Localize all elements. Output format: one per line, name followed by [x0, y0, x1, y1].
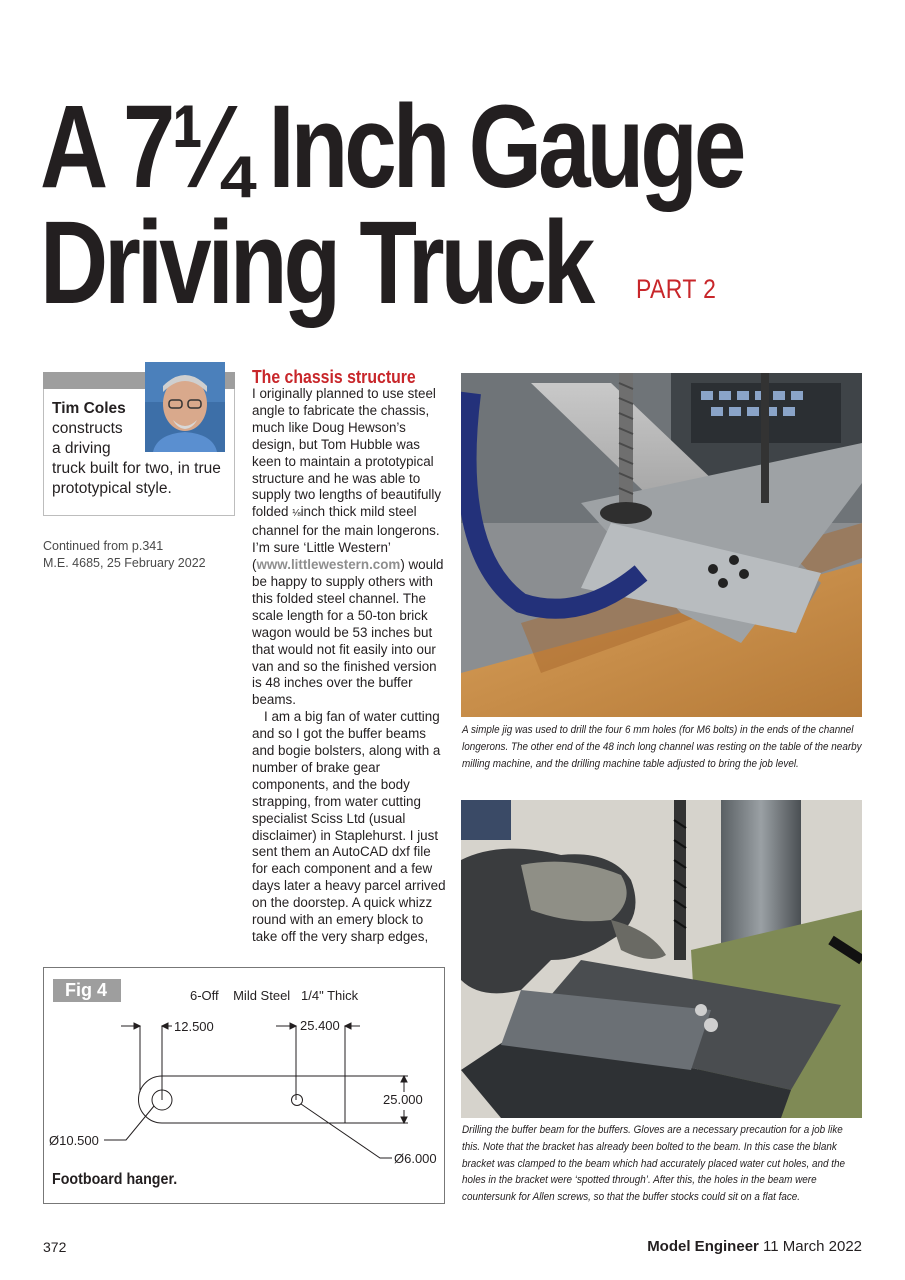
paragraph-1-text-a: I originally planned to use steel angle to fabricate the chassis, much like Doug Hewson’s design, but Tom Hubble was keen to maintain a prototypical structure and he was able to supply two lengths of beautifully folded — [252, 386, 442, 520]
author-text-2: a driving — [52, 440, 111, 457]
paragraph-1-text-c: ) would be happy to supply others with this folded steel channel. The scale length for a 50-ton brick wagon would be 53 inches but that would not fit easily into our van and so the finished version is 48 inches over the buffer beams. — [252, 557, 444, 708]
author-name: Tim Coles — [52, 400, 126, 417]
diameter-large: Ø10.500 — [49, 1133, 99, 1148]
paragraph-1-text-b: inch thick mild steel channel for the main longerons. I’m sure ‘Little Western’ ( — [252, 504, 440, 573]
author-text-3: truck built for two, in true — [52, 460, 221, 477]
website-link[interactable]: www.littlewestern.com — [256, 557, 401, 573]
figure-label: Fig 4 — [53, 979, 121, 1002]
magazine-name: Model Engineer — [647, 1238, 759, 1255]
part-label: PART 2 — [636, 274, 717, 304]
dimension-left: 12.500 — [174, 1019, 214, 1034]
photo-1-caption: A simple jig was used to drill the four 6 mm holes (for M6 bolts) in the ends of the channel longerons. The other end of the 48 inch long channel was resting on the table of the nearby milling machine, and the drilling machine table adjusted to bring the job level. — [462, 724, 862, 770]
author-text-1: constructs — [52, 420, 123, 437]
section-heading: The chassis structure — [252, 367, 416, 387]
dimension-middle: 25.400 — [300, 1018, 340, 1033]
photo-2-caption: Drilling the buffer beam for the buffers. Gloves are a necessary precaution for a job like this. Note that the bracket has already been bolted to the beam. In this case the blank bracket was clamped to the beam which had accurately placed water cut holes, and the holes in the bracket were ‘spotted through’. After this, the holes in the beam were countersunk for Allen screws, so that the buffer stocks could sit on a flat face. — [462, 1124, 846, 1204]
title-line-1: A 7¼ Inch Gauge — [40, 81, 743, 213]
previous-issue: M.E. 4685, 25 February 2022 — [43, 556, 206, 570]
fraction-eighth: ⅛ — [292, 508, 301, 520]
title-line-2: Driving Truck — [40, 197, 592, 329]
diameter-small: Ø6.000 — [394, 1151, 437, 1166]
issue-date: 11 March 2022 — [763, 1238, 862, 1255]
dimension-height: 25.000 — [383, 1092, 423, 1107]
author-text-4: prototypical style. — [52, 480, 172, 497]
paragraph-2: I am a big fan of water cutting and so I got the buffer beams and bogie bolsters, along with a number of brake gear components, and the body strapping, from water cutting specialist Sciss Ltd (usual disclaimer) in Staplehurst. I just sent them an AutoCAD dxf file for each component and a few days later a heavy parcel arrived on the doorstep. A quick whizz round with an emery block to take off the very sharp edges, — [252, 709, 446, 944]
footer-masthead — [647, 1238, 862, 1255]
page-number: 372 — [43, 1239, 67, 1255]
figure-caption: Footboard hanger. — [52, 1171, 178, 1188]
continued-from: Continued from p.341 — [43, 539, 164, 553]
figure-spec-text: 6-Off Mild Steel 1/4" Thick — [190, 988, 359, 1003]
